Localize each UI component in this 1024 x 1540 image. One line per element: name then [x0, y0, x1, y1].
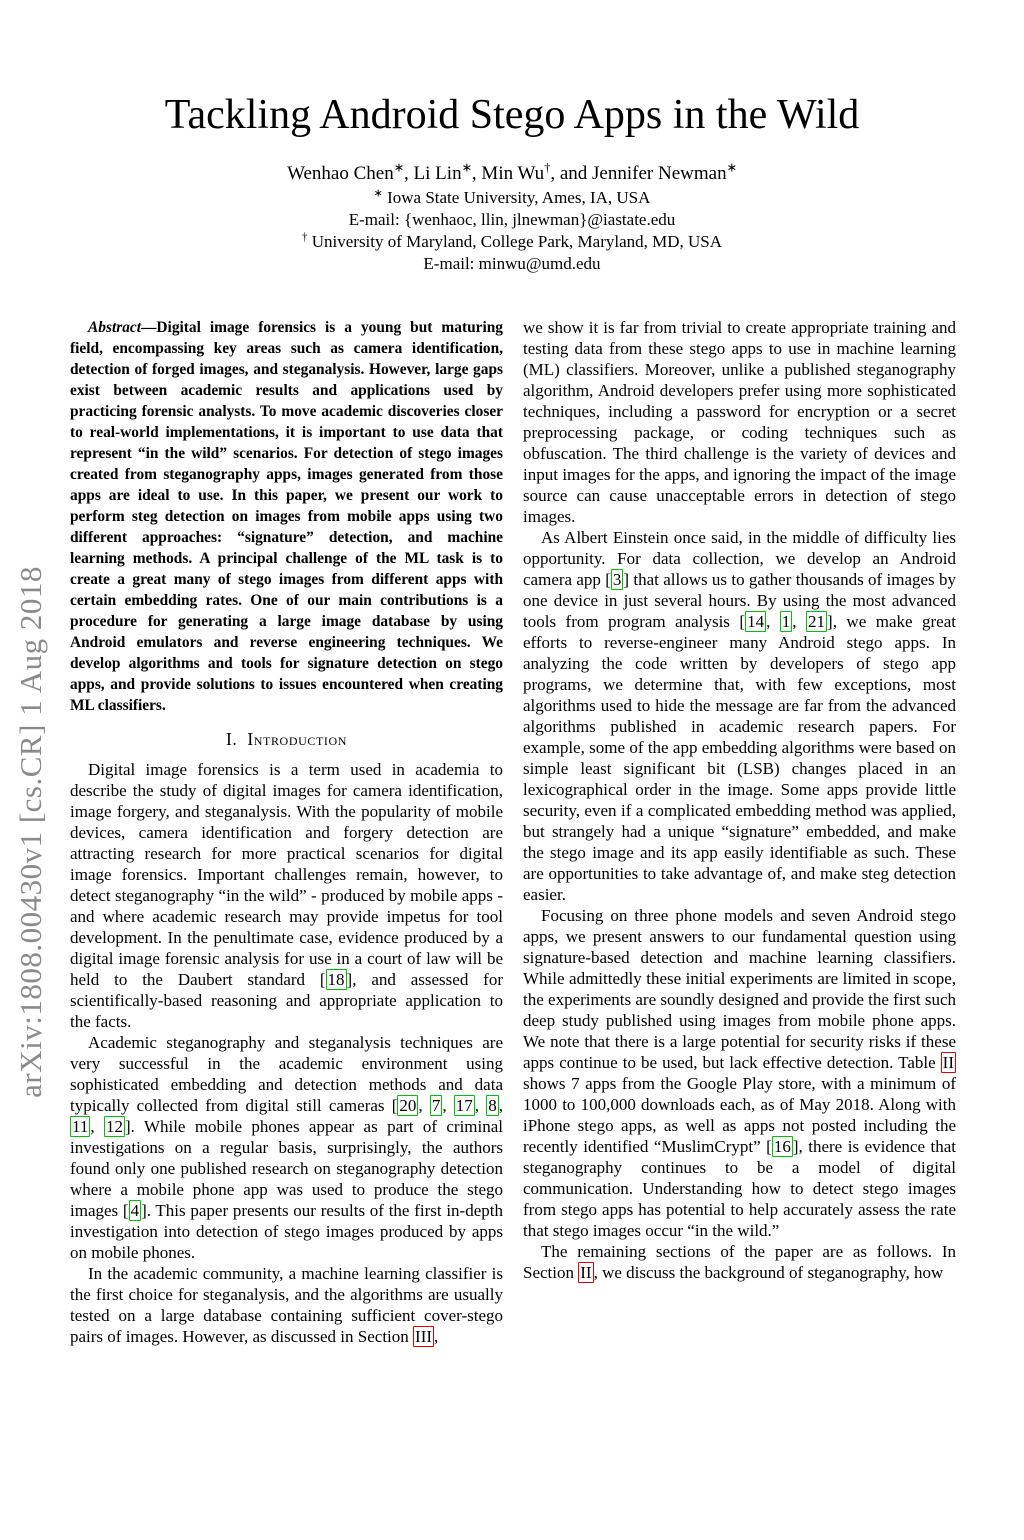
text-run: , [90, 1117, 104, 1137]
body-paragraph [523, 527, 956, 905]
affiliation-line [0, 209, 1024, 231]
text-run: ]. This paper presents our results of the first in-depth investigation into detection of stego images produced by apps on mobile phones. [70, 1201, 503, 1263]
text-run: , [434, 1327, 439, 1347]
text-run: ], and assessed for scientifically-based reasoning and appropriate application to the facts. [70, 970, 503, 1032]
author-line [0, 162, 1024, 186]
citation-link[interactable]: 17 [455, 1096, 473, 1116]
abstract-paragraph [70, 317, 503, 716]
superscript-mark: † [301, 231, 308, 244]
text-run: , Li Lin [404, 163, 462, 185]
superscript-mark: ∗ [393, 160, 405, 175]
superscript-mark: ∗ [461, 160, 472, 175]
text-run: ], we make great efforts to reverse-engineer many Android stego apps. In analyzing the code written by developers of stego app programs, we determine that, with few exceptions, most algorithms used to hide the message are far from the advanced algorithms published in academic research papers. For example, some of the app embedding algorithms were based on simple least significant bit (LSB) changes placed in an lexicographical order in the image. Some apps provide little security, even if a complicated embedding method was applied, but strangely had a unique “signature” embedded, and make the stego image and its app easily identifiable as such. These are opportunities to take advantage of, and make steg detection easier. [523, 612, 956, 905]
citation-link[interactable]: 3 [612, 570, 622, 590]
right-column [523, 317, 956, 1347]
citation-link[interactable]: 14 [747, 612, 765, 632]
text-run: Iowa State University, Ames, IA, USA [382, 188, 651, 208]
text-run: , [418, 1096, 430, 1116]
citation-link[interactable]: 1 [781, 612, 791, 632]
text-run: , [498, 1096, 503, 1116]
citation-link[interactable]: 16 [773, 1137, 791, 1157]
text-run: Abstract [88, 319, 142, 337]
body-paragraph [523, 1241, 956, 1283]
section-ref-link[interactable]: III [415, 1327, 433, 1347]
text-run: Academic steganography and steganalysis techniques are very successful in the academic environment using sophisticated embedding and detection methods and data typically collected from digital still cameras [ [70, 1033, 503, 1116]
body-paragraph [70, 1263, 503, 1347]
citation-link[interactable]: 21 [808, 612, 826, 632]
text-run: Focusing on three phone models and seven Android stego apps, we present answers to our fundamental question using signature-based detection and machine learning classifiers. While admittedly these initial experiments are limited in scope, the experiments are soundly designed and provide the first such deep study published using images from mobile phone apps. We note that there is a large potential for security risks if these apps continue to be used, but lack effective detection. Table [523, 906, 956, 1073]
text-run: , and Jennifer Newman [550, 163, 727, 185]
text-run: University of Maryland, College Park, Maryland, MD, USA [307, 232, 723, 252]
citation-link[interactable]: 7 [431, 1096, 441, 1116]
text-run: E-mail: {wenhaoc, llin, jlnewman}@iastate.edu [348, 210, 676, 230]
citation-link[interactable]: 8 [488, 1096, 497, 1116]
paper-page [0, 92, 1024, 1347]
text-run: —Digital image forensics is a young but maturing field, encompassing key areas such as camera identification, detection of forged images, and steganalysis. However, large gaps exist between academic results and applications used by practicing forensic analysts. To move academic discoveries closer to real-world implementations, it is important to use data that represent “in the wild” scenarios. For detection of stego images created from steganography apps, images generated from those apps are ideal to use. In this paper, we present our work to perform steg detection on images from mobile apps using two different approaches: “signature” detection, and machine learning methods. A principal challenge of the ML task is to create a great many of stego images from different apps with certain embedding rates. One of our main contributions is a procedure for generating a large image database by using Android emulators and reverse engineering techniques. We develop algorithms and tools for signature detection on stego apps, and provide solutions to issues encountered when creating ML classifiers. [70, 319, 503, 715]
section-ref-link[interactable]: II [580, 1263, 592, 1283]
text-run: , Min Wu [471, 163, 545, 185]
left-column [70, 317, 503, 1347]
citation-link[interactable]: 20 [399, 1096, 417, 1116]
text-run: , [792, 612, 807, 632]
affiliations [0, 187, 1024, 275]
two-column-body [70, 317, 956, 1347]
section-ref-link[interactable]: II [942, 1053, 954, 1073]
text-run: The remaining sections of the paper are as follows. In Section [523, 1242, 956, 1283]
text-run: ]. While mobile phones appear as part of criminal investigations on a regular basis, surprisingly, the authors found only one published research on steganography detection where a mobile phone app was used to produce the stego images [ [70, 1117, 504, 1221]
text-run: we show it is far from trivial to create appropriate training and testing data from these stego apps to use in machine learning (ML) classifiers. Moreover, unlike a published steganography algorithm, Android developers prefer using more sophisticated techniques, including a password for encryption or a secret preprocessing package, or coding techniques such as obfuscation. The third challenge is the variety of devices and input images for the apps, and ignoring the impact of the image source can cause unacceptable errors in detection of stego images. [523, 318, 956, 527]
text-run: E-mail: minwu@umd.edu [423, 254, 601, 274]
citation-link[interactable]: 12 [105, 1117, 123, 1137]
superscript-mark: ∗ [726, 160, 737, 175]
text-run: , we discuss the background of steganography, how [593, 1263, 944, 1283]
citation-link[interactable]: 4 [130, 1201, 140, 1221]
text-run: , [766, 612, 780, 632]
affiliation-line [0, 253, 1024, 275]
paper-title: Tackling Android Stego Apps in the Wild [164, 92, 860, 138]
text-run: ] that allows us to gather thousands of images by one device in just several hours. By using the most advanced tools from program analysis [ [523, 570, 956, 632]
body-paragraph [523, 905, 956, 1241]
affiliation-line [0, 231, 1024, 253]
superscript-mark: ∗ [373, 187, 383, 200]
text-run: , [442, 1096, 454, 1116]
text-run: In the academic community, a machine learning classifier is the first choice for steganalysis, and the algorithms are usually tested on a large database containing sufficient cover-stego pairs of images. However, as discussed in Section [70, 1264, 503, 1347]
text-run: ], there is evidence that steganography continues to be a model of digital communication. Understanding how to detect stego images from stego apps has potential to help accurately assess the rate that stego images occur “in the wild.” [523, 1137, 956, 1241]
body-paragraph [70, 759, 503, 1032]
superscript-mark: † [544, 160, 551, 175]
text-run: , [474, 1096, 487, 1116]
body-paragraph [523, 317, 956, 527]
section-heading: I. Introduction [225, 729, 348, 750]
arxiv-watermark: arXiv:1808.00430v1 [cs.CR] 1 Aug 2018 [13, 566, 48, 1098]
text-run: Wenhao Chen [287, 163, 394, 185]
text-run: Digital image forensics is a term used in academia to describe the study of digital images for camera identification, image forgery, and steganalysis. With the popularity of mobile devices, camera identification and forgery detection are attracting research for more practical scenarios for digital image forensics. Important challenges remain, however, to detect steganography “in the wild” - produced by mobile apps - and where academic research may provide impetus for tool development. In the penultimate case, evidence produced by a digital image forensic analysis for use in a court of law will be held to the Daubert standard [ [70, 760, 503, 990]
citation-link[interactable]: 11 [72, 1117, 89, 1137]
citation-link[interactable]: 18 [327, 970, 345, 990]
text-run: As Albert Einstein once said, in the middle of difficulty lies opportunity. For data collection, we develop an Android camera app [ [523, 528, 956, 590]
text-run: shows 7 apps from the Google Play store, with a minimum of 1000 to 100,000 downloads each, as of May 2018. Along with iPhone stego apps, as well as apps not posted including the recently identified “MuslimCrypt” [ [523, 1074, 956, 1157]
affiliation-line [0, 187, 1024, 209]
body-paragraph [70, 1032, 503, 1263]
